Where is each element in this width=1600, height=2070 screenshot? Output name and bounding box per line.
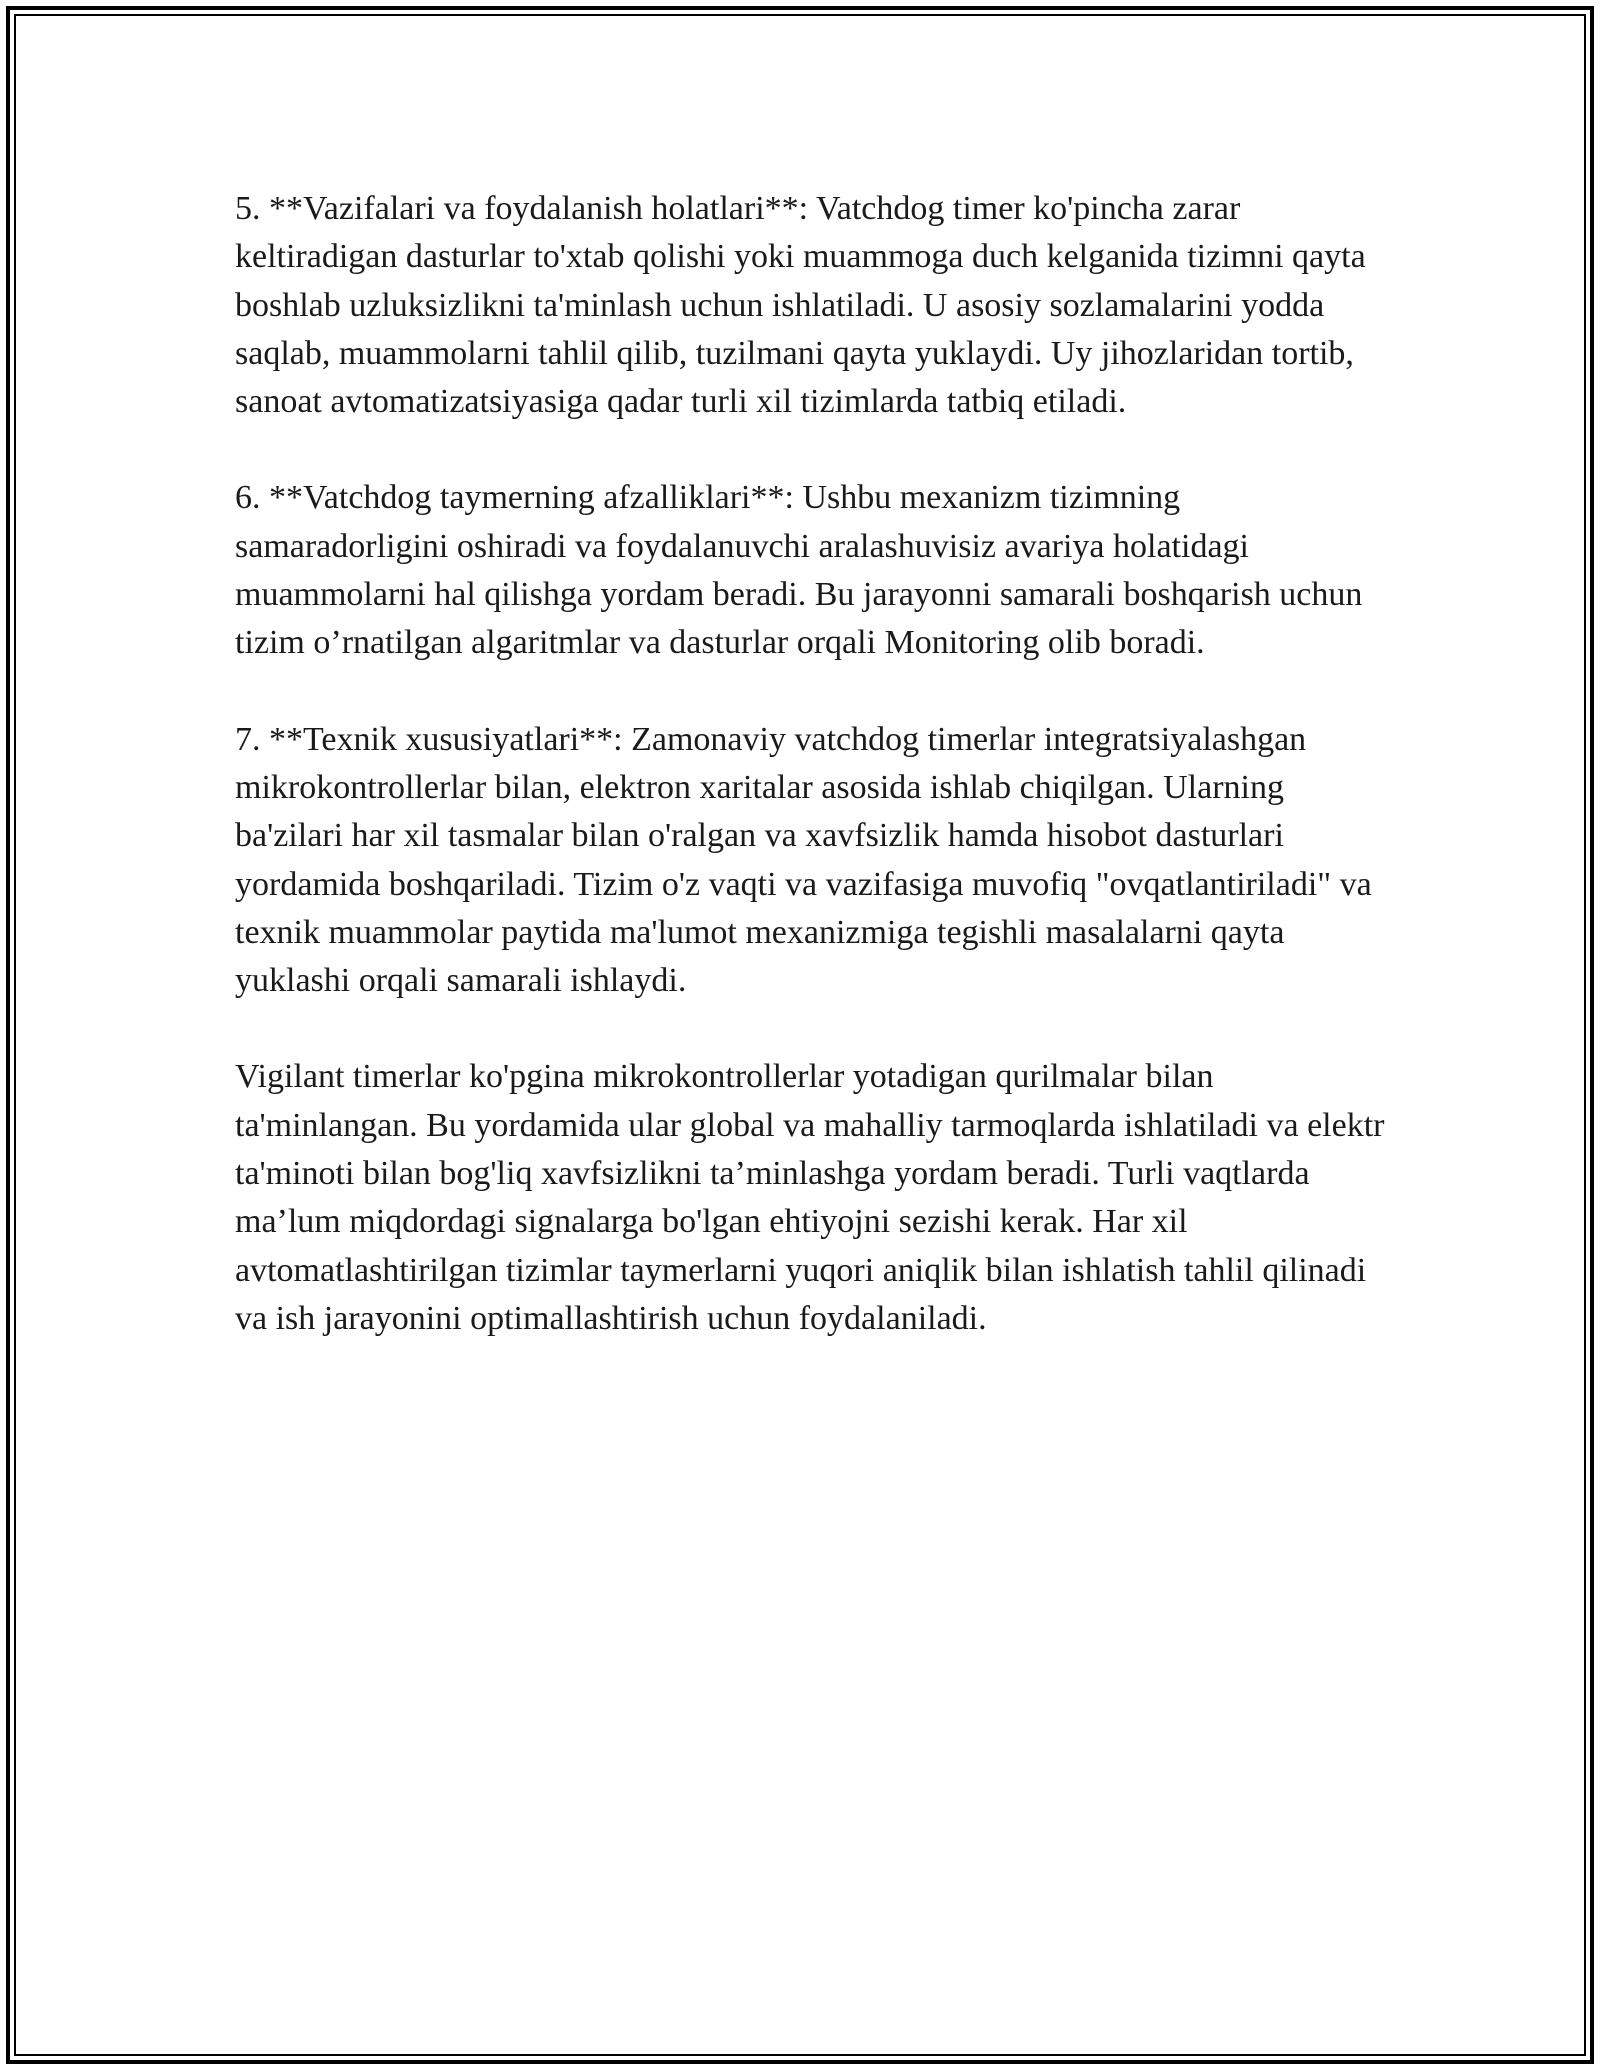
paragraph-vigilant: Vigilant timerlar ko'pgina mikrokontrollerlar yotadigan qurilmalar bilan ta'minlangan. Bu yordamida ular global va mahalliy tarmoqlarda ishlatiladi va elektr ta'minoti bilan bog'liq xavfsizlikni ta’minlashga yordam beradi. Turli vaqtlarda ma’lum miqdordagi signalarga bo'lgan ehtiyojni sezishi kerak. Har xil avtomatlashtirilgan tizimlar taymerlarni yuqori aniqlik bilan ishlatish tahlil qilinadi va ish jarayonini optimallashtirish uchun foydalaniladi. xyxy=(235,1058,1385,1337)
document-body xyxy=(235,185,1395,1391)
paragraph-advantages: 6. **Vatchdog taymerning afzalliklari**: Ushbu mexanizm tizimning samaradorligini oshiradi va foydalanuvchi aralashuvisiz avariya holatidagi muammolarni hal qilishga yordam beradi. Bu jarayonni samarali boshqarish uchun tizim o’rnatilgan algaritmlar va dasturlar orqali Monitoring olib boradi. xyxy=(235,479,1363,662)
paragraph-technical: 7. **Texnik xususiyatlari**: Zamonaviy vatchdog timerlar integratsiyalashgan mikrokontrollerlar bilan, elektron xaritalar asosida ishlab chiqilgan. Ularning ba'zilari har xil tasmalar bilan o'ralgan va xavfsizlik hamda hisobot dasturlari yordamida boshqariladi. Tizim o'z vaqti va vazifasiga muvofiq "ovqatlantiriladi" va texnik muammolar paytida ma'lumot mexanizmiga tegishli masalalarni qayta yuklashi orqali samarali ishlaydi. xyxy=(235,720,1372,1000)
paragraph-functions: 5. **Vazifalari va foydalanish holatlari**: Vatchdog timer ko'pincha zarar keltiradigan dasturlar to'xtab qolishi yoki muammoga duch kelganida tizimni qayta boshlab uzluksizlikni ta'minlash uchun ishlatiladi. U asosiy sozlamalarini yodda saqlab, muammolarni tahlil qilib, tuzilmani qayta yuklaydi. Uy jihozlaridan tortib, sanoat avtomatizatsiyasiga qadar turli xil tizimlarda tatbiq etiladi. xyxy=(235,190,1366,421)
